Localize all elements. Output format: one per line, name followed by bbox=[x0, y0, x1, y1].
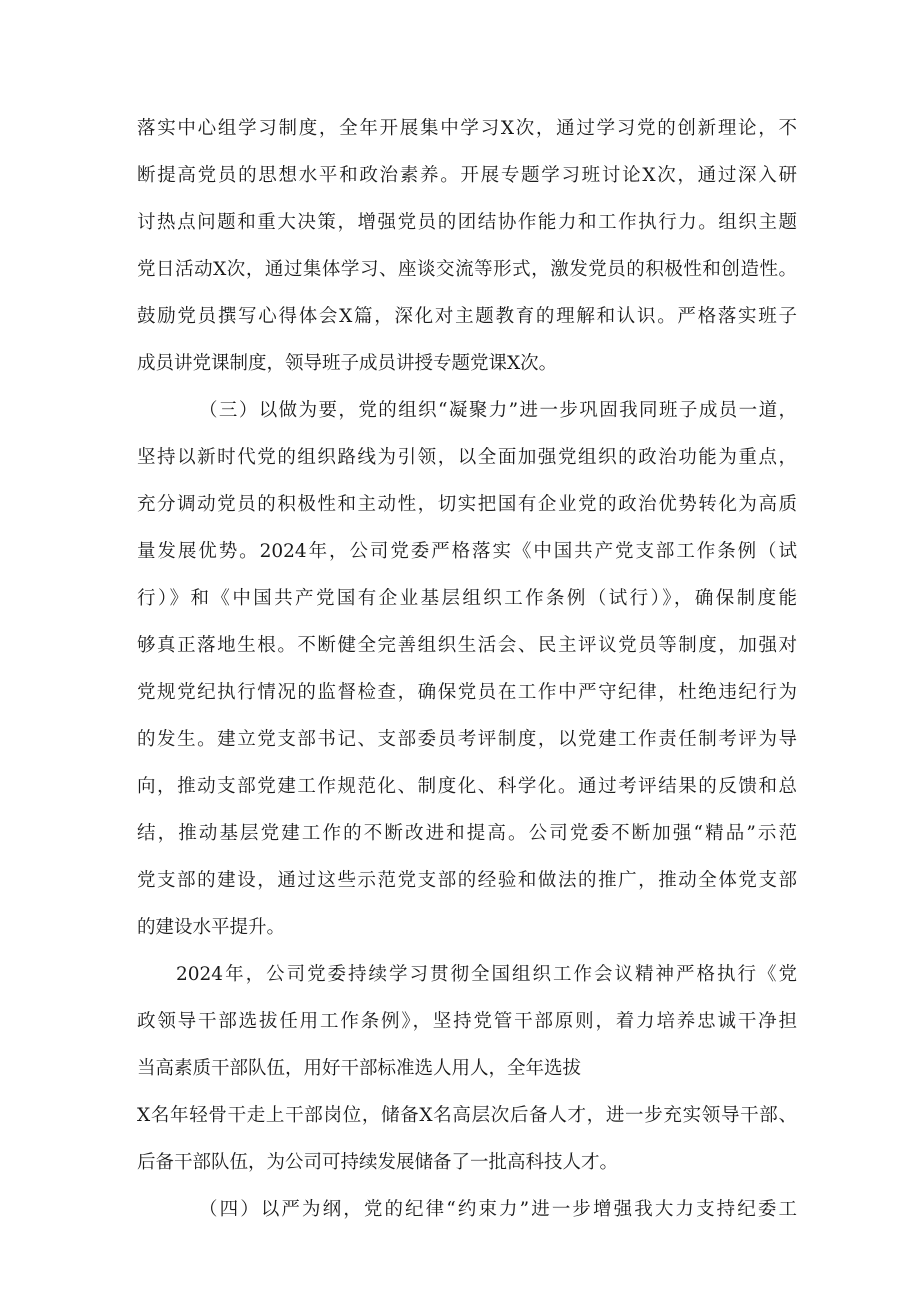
paragraph-2-line-4: 量发展优势。2024年，公司党委严格落实《中国共产党支部工作条例（试 bbox=[137, 541, 797, 562]
paragraph-2-line-2: 坚持以新时代党的组织路线为引领，以全面加强党组织的政治功能为重点， bbox=[137, 447, 797, 468]
paragraph-2-line-11: 党支部的建设，通过这些示范党支部的经验和做法的推广，推动全体党支部 bbox=[137, 870, 797, 891]
paragraph-2-line-3: 充分调动党员的积极性和主动性，切实把国有企业党的政治优势转化为高质 bbox=[137, 494, 797, 515]
paragraph-3-line-1: 2024年，公司党委持续学习贯彻全国组织工作会议精神严格执行《党 bbox=[176, 964, 797, 985]
paragraph-2-line-10: 结，推动基层党建工作的不断改进和提高。公司党委不断加强“精品”示范 bbox=[137, 823, 797, 844]
paragraph-3-line-2: 政领导干部选拔任用工作条例》，坚持党管干部原则，着力培养忠诚干净担 bbox=[137, 1011, 797, 1032]
paragraph-1-line-6: 成员讲党课制度，领导班子成员讲授专题党课X次。 bbox=[137, 353, 558, 374]
paragraph-2-line-1: （三）以做为要，党的组织“凝聚力”进一步巩固我同班子成员一道， bbox=[199, 400, 797, 421]
paragraph-1-line-1: 落实中心组学习制度，全年开展集中学习X次，通过学习党的创新理论，不 bbox=[137, 118, 797, 139]
paragraph-2-line-6: 够真正落地生根。不断健全完善组织生活会、民主评议党员等制度，加强对 bbox=[137, 635, 797, 656]
paragraph-1-line-4: 党日活动X次，通过集体学习、座谈交流等形式，激发党员的积极性和创造性。 bbox=[137, 259, 797, 280]
paragraph-3-line-4: X名年轻骨干走上干部岗位，储备X名高层次后备人才，进一步充实领导干部、 bbox=[137, 1105, 797, 1126]
paragraph-2-line-8: 的发生。建立党支部书记、支部委员考评制度，以党建工作责任制考评为导 bbox=[137, 729, 797, 750]
paragraph-2-line-9: 向，推动支部党建工作规范化、制度化、科学化。通过考评结果的反馈和总 bbox=[137, 776, 797, 797]
paragraph-4-line-1: （四）以严为纲，党的纪律“约束力”进一步增强我大力支持纪委工 bbox=[199, 1199, 797, 1220]
paragraph-2-line-7: 党规党纪执行情况的监督检查，确保党员在工作中严守纪律，杜绝违纪行为 bbox=[137, 682, 797, 703]
paragraph-2-line-5: 行）》和《中国共产党国有企业基层组织工作条例（试行）》，确保制度能 bbox=[137, 588, 797, 609]
paragraph-1-line-2: 断提高党员的思想水平和政治素养。开展专题学习班讨论X次，通过深入研 bbox=[137, 165, 797, 186]
paragraph-2-line-12: 的建设水平提升。 bbox=[137, 917, 286, 938]
paragraph-1-line-5: 鼓励党员撰写心得体会X篇，深化对主题教育的理解和认识。严格落实班子 bbox=[137, 306, 797, 327]
paragraph-1-line-3: 讨热点问题和重大决策，增强党员的团结协作能力和工作执行力。组织主题 bbox=[137, 212, 797, 233]
paragraph-3-line-5: 后备干部队伍，为公司可持续发展储备了一批高科技人才。 bbox=[137, 1152, 619, 1173]
paragraph-3-line-3: 当高素质干部队伍，用好干部标准选人用人，全年选拔 bbox=[137, 1058, 582, 1079]
